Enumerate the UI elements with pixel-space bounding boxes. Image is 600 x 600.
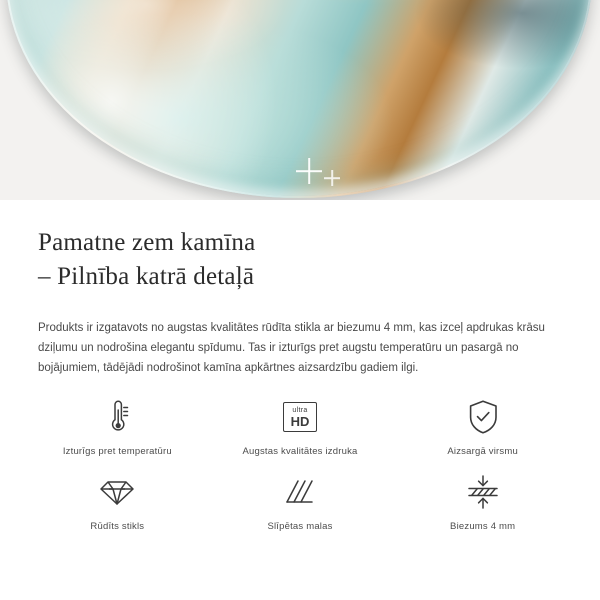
text-block <box>0 226 600 378</box>
hero-image <box>0 0 600 200</box>
polished-edges-icon <box>283 471 317 513</box>
ultra-hd-bottom-label: HD <box>290 413 310 429</box>
marble-glass-disc <box>6 0 592 198</box>
headline-line-1: Pamatne zem kamīna <box>38 229 256 256</box>
feature-label: Rūdīts stikls <box>90 521 145 532</box>
thermometer-icon <box>102 396 132 438</box>
feature-item <box>26 471 209 532</box>
feature-label: Biezums 4 mm <box>450 521 516 532</box>
thickness-icon <box>466 471 500 513</box>
feature-label: Izturīgs pret temperatūru <box>62 446 172 457</box>
feature-label: Augstas kvalitātes izdruka <box>242 446 358 457</box>
feature-grid <box>0 396 600 532</box>
feature-item <box>26 396 209 457</box>
page-title <box>38 226 562 294</box>
ultra-hd-icon <box>283 396 317 438</box>
ultra-hd-top-label: ultra <box>292 406 308 414</box>
shield-check-icon <box>467 396 499 438</box>
description-paragraph: Produkts ir izgatavots no augstas kvalitātes rūdīta stikla ar biezumu 4 mm, kas izceļ apdrukas krāsu dziļumu un nodrošina elegantu spīdumu. Tas ir izturīgs pret augstu temperatūru un pasargā no bojājumiem, tādējādi nodrošinot kamīna apkārtnes aizsardzību gadiem ilgi. <box>38 322 545 374</box>
feature-item <box>209 471 392 532</box>
diamond-icon <box>99 471 135 513</box>
feature-label: Aizsargā virsmu <box>447 446 518 457</box>
headline-line-2: – Pilnība katrā detaļā <box>38 263 255 290</box>
feature-item <box>391 471 574 532</box>
feature-item <box>209 396 392 457</box>
feature-item <box>391 396 574 457</box>
feature-label: Slīpētas malas <box>267 521 333 532</box>
